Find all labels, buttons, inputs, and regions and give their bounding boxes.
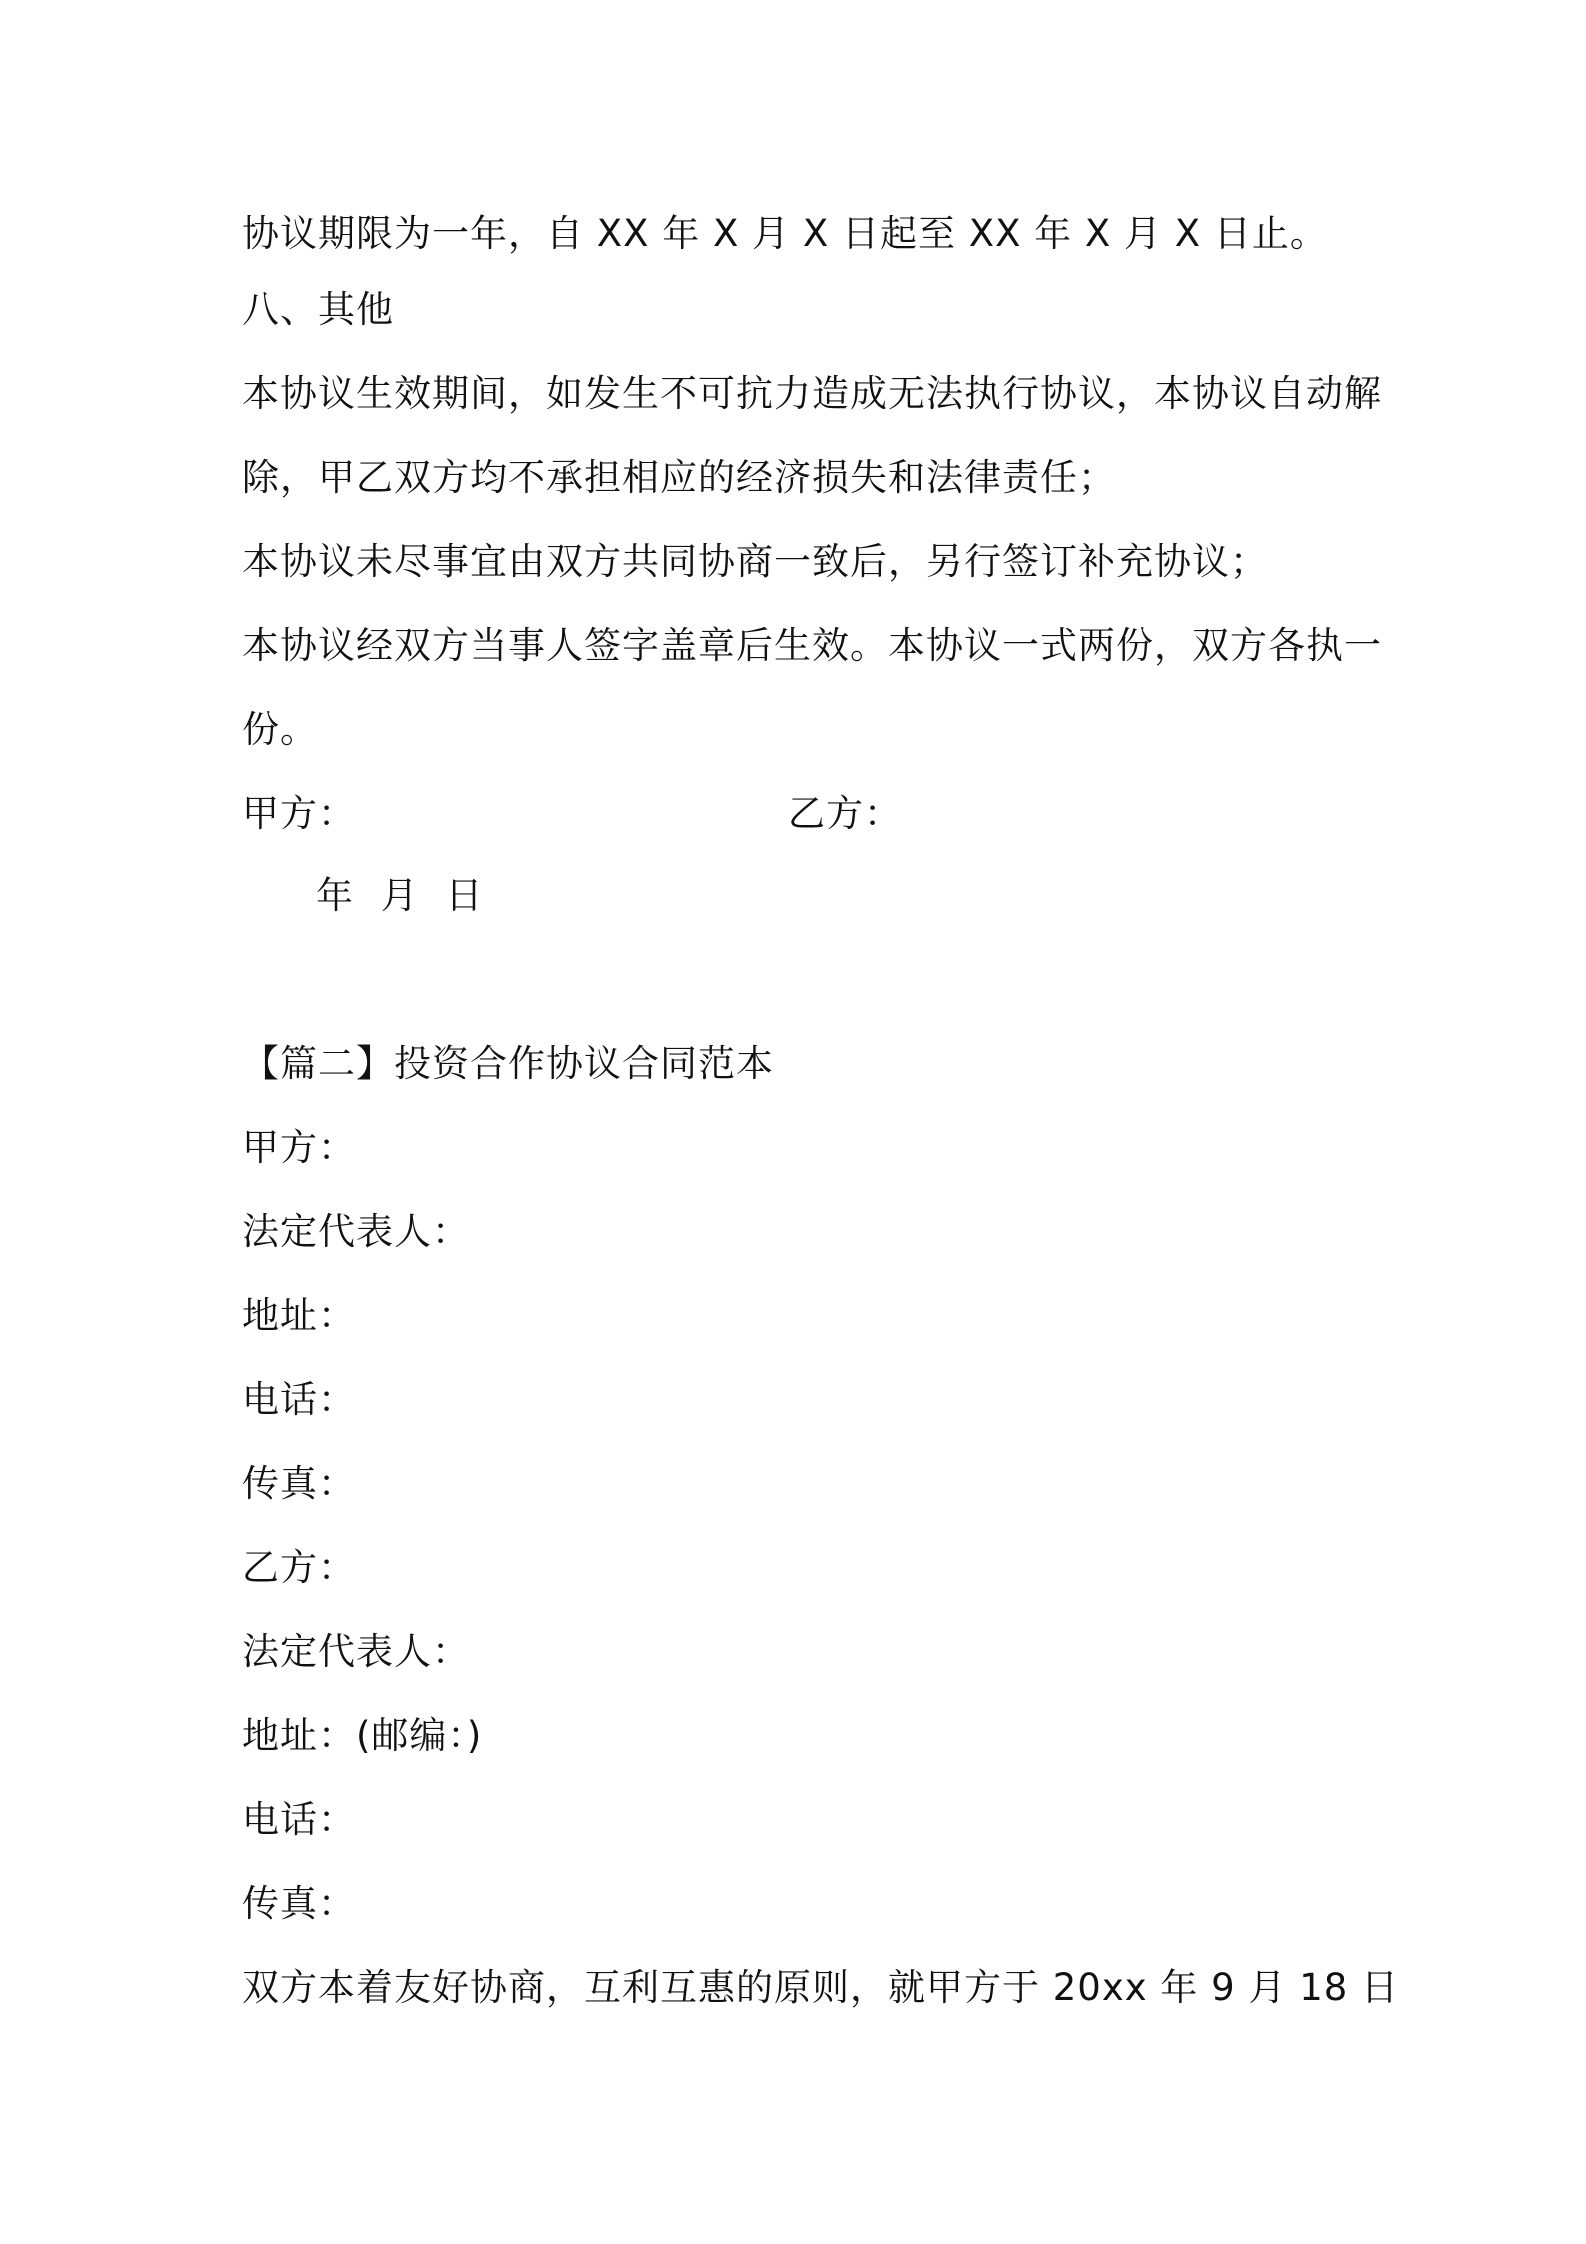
section-title: 【篇二】投资合作协议合同范本 xyxy=(242,1042,774,1085)
agreement-term-line: 协议期限为一年，自 XX 年 X 月 X 日起至 XX 年 X 月 X 日止。 xyxy=(242,212,1328,255)
signature-date: 年 月 日 xyxy=(316,874,491,917)
party-b-fax: 传真： xyxy=(242,1882,356,1925)
closing-paragraph-line: 双方本着友好协商，互利互惠的原则，就甲方于 20xx 年 9 月 18 日 xyxy=(242,1966,1400,2009)
signature-party-b: 乙方： xyxy=(788,792,902,835)
party-a-label: 甲方： xyxy=(242,1126,356,1169)
party-b-address: 地址：(邮编：) xyxy=(242,1714,483,1757)
effective-copies-line-2: 份。 xyxy=(242,708,318,751)
effective-copies-line-1: 本协议经双方当事人签字盖章后生效。本协议一式两份，双方各执一 xyxy=(242,624,1382,667)
section-eight-heading: 八、其他 xyxy=(242,288,394,331)
party-a-phone: 电话： xyxy=(242,1378,356,1421)
supplement-agreement-line: 本协议未尽事宜由双方共同协商一致后，另行签订补充协议； xyxy=(242,540,1268,583)
party-a-address: 地址： xyxy=(242,1294,356,1337)
signature-party-a: 甲方： xyxy=(242,792,356,835)
force-majeure-line-2: 除，甲乙双方均不承担相应的经济损失和法律责任； xyxy=(242,456,1116,499)
party-b-phone: 电话： xyxy=(242,1798,356,1841)
party-b-representative: 法定代表人： xyxy=(242,1630,470,1673)
party-b-label: 乙方： xyxy=(242,1546,356,1589)
party-a-representative: 法定代表人： xyxy=(242,1210,470,1253)
party-a-fax: 传真： xyxy=(242,1462,356,1505)
force-majeure-line-1: 本协议生效期间，如发生不可抗力造成无法执行协议，本协议自动解 xyxy=(242,372,1382,415)
